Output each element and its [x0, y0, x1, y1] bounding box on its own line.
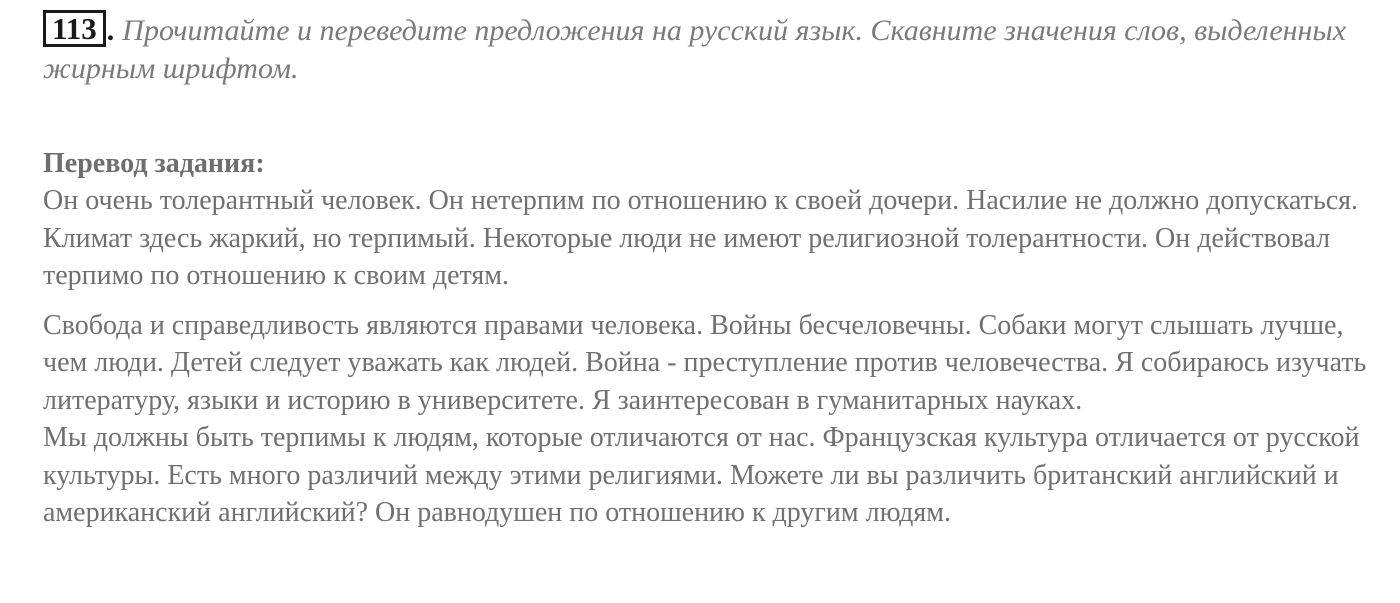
task-number-box: 113: [43, 10, 106, 47]
translation-paragraph-1: Он очень толерантный человек. Он нетерпим по отношению к своей дочери. Насилие не должно допускаться. Климат здесь жаркий, но терпимый. Некоторые люди не имеют религиозной толерантности. Он действовал терпимо по отношению к своим детям.: [43, 185, 1359, 291]
task-header: [43, 10, 1373, 88]
textbook-page: [43, 10, 1373, 532]
translation-paragraph-2: Свобода и справедливость являются правами человека. Войны бесчеловечны. Собаки могут слышать лучше, чем люди. Детей следует уважать как людей. Война - преступление против человечества. Я собираюсь изучать литературу, языки и историю в университете. Я заинтересован в гуманитарных науках.: [43, 309, 1367, 416]
task-instruction: Прочитайте и переведите предложения на русский язык. Скавните значения слов, выделенных жирным шрифтом.: [43, 14, 1347, 85]
translation-paragraph-3: Мы должны быть терпимы к людям, которые отличаются от нас. Французская культура отличается от русской культуры. Есть много различий между этими религиями. Можете ли вы различить британский английский и американский английский? Он равнодушен по отношению к другим людям.: [43, 422, 1360, 528]
translation-title: Перевод задания:: [43, 148, 265, 179]
task-number-dot: .: [106, 14, 115, 47]
